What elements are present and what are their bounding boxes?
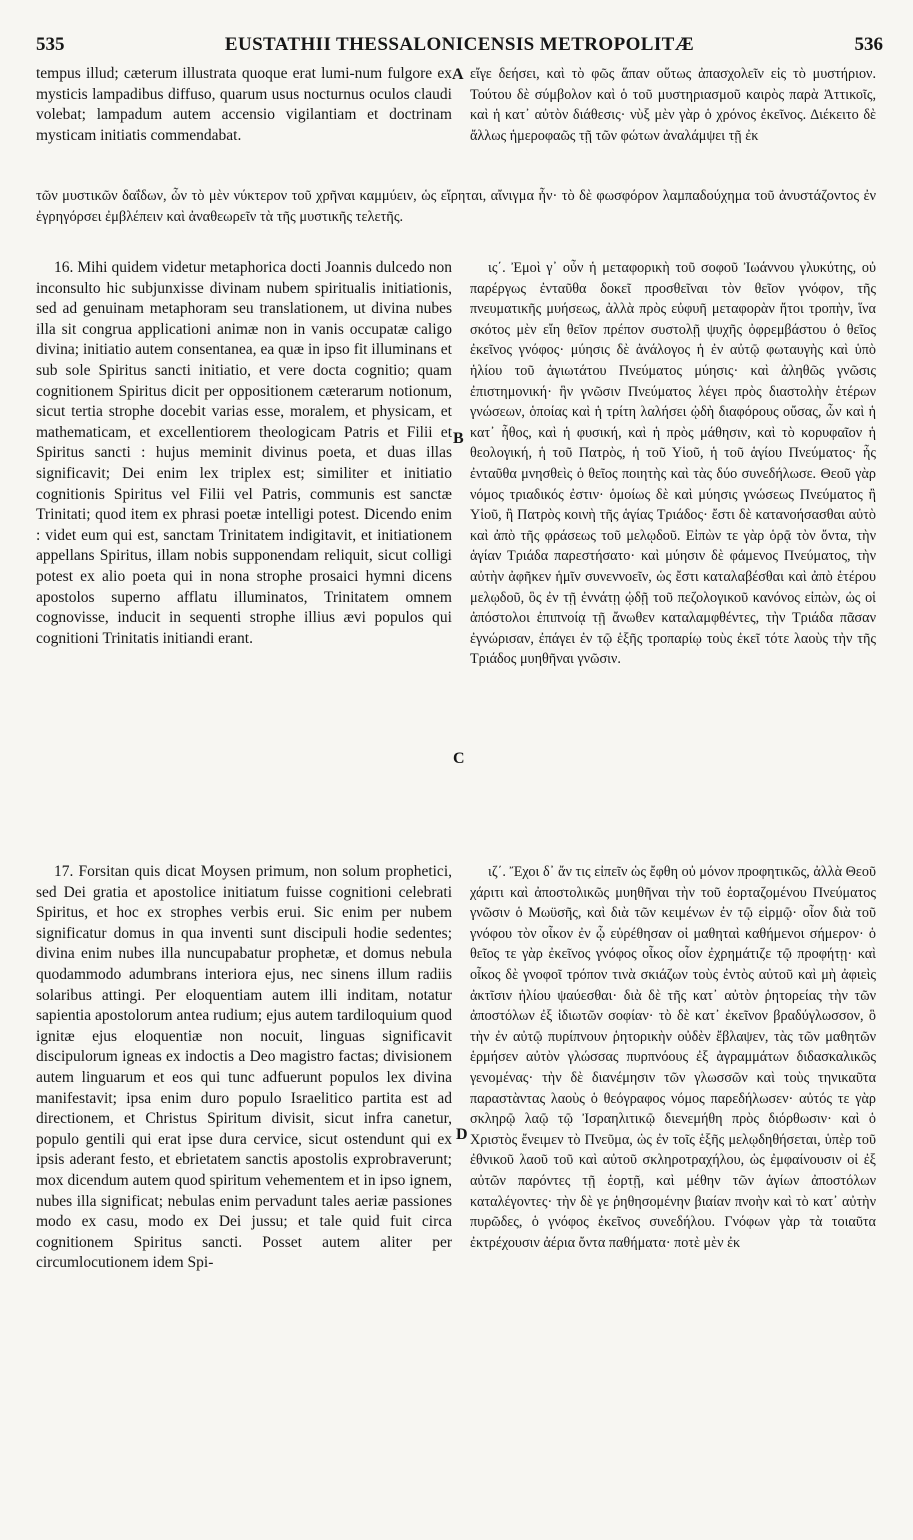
latin-column-section-17 bbox=[36, 862, 452, 1274]
greek-paragraph-16: ις΄. Ἐμοὶ γ᾿ οὖν ἡ μεταφορικὴ τοῦ σοφοῦ Ἰωάννου γλυκύτης, οὐ παρέργως ἐνταῦθα δοκεῖ προσθεῖναι τὸν θεῖον γνόφον, τῆς πνευματικῆς μυήσεως, ἀλλὰ πρὸς εὐφυῆ μεταφορὰν ἤτοι τροπὴν, ἵνα σκότος μὲν εἴη θεῖον πρέπον συστολῇ ψυχῆς ὀφρεμβάστου ὁ θεῖος ἐκεῖνος γνόφος· μύησις δὲ ἀνάλογος ἡ ἐν αὐτῷ φωταυγὴς καὶ ὑπὸ ἡλίου τοῦ ἁγιωτάτου Πνεύματος μύησις· καὶ ἀληθῶς γνῶσις ἐπιστημονική· ἣν γνῶσιν Πνεύματος λέγει πρὸς διαστολὴν ἑτέρων γνώσεων, ὁποίας καὶ ἡ τρίτη λαλήσει ᾠδὴ διαφόρους οὔσας, ὧν καὶ ἡ κατ᾿ ἦθος, καὶ ἡ φυσική, καὶ ἡ πρὸς μάθησιν, καὶ τὸ κορυφαῖον ἡ θεολογική, ἡ τοῦ Πατρὸς, ἡ τοῦ Υἱοῦ, ἡ τοῦ ἁγίου Πνεύματος· ἧς ἐνταῦθα μνησθεὶς ὁ θεῖος ποιητὴς καὶ τὰς δύο συνεδήλωσε. Θεοῦ γὰρ νόμος τριαδικός ἐστιν· ὁμοίως δὲ καὶ μύησις γνώσεως Πνεύματος ἢ Υἱοῦ, ἢ Πατρὸς κοινὴ τῆς ἁγίας Τριάδος· ἔστι δὲ κατανοήσασθαι αὐτὸ καὶ ἀπὸ τῆς φράσεως τοῦ μελῳδοῦ. Εἰπὼν τε γὰρ ὁρᾷ τὸν ὄντα, τὴν ἁγίαν Τριάδα παρεστήσατο· καὶ μύησιν δὲ φάμενος Πνεύματος, τὴν αὐτὴν ἀφῆκεν ἡμῖν συνεννοεῖν, ὡς ἔστι καταλαβέσθαι καὶ ἀπὸ ἑτέρου μελῳδοῦ, ὃς ἐν τῇ ἐννάτῃ ᾠδῇ τοῦ πεζολογικοῦ κανόνος εἰπὼν, ὡς οἱ ἀπόστολοι ἐπιπνοίᾳ τῇ ἄνωθεν καταλαμφθέντες, τὴν Τριάδα πᾶσαν ἐγνώρισαν, ἐπάγει ἐν τῷ ἑξῆς τροπαρίῳ τοὺς ἐκεῖ τότε λαοὺς τὴν τῆς Τριάδος μυηθῆναι γνῶσιν. bbox=[470, 260, 876, 668]
margin-marker-d: D bbox=[456, 1126, 468, 1143]
margin-marker-c: C bbox=[453, 750, 465, 767]
greek-column-top bbox=[470, 64, 876, 146]
latin-paragraph-intro: tempus illud; cæterum illustrata quoque erat lumi-num fulgore ex mysticis lampadibus diffuso, quarum usus nocturnus oculos claudi volebat; lampadum autem accensio vigilantiam et doctrinam mysticam initiatis commendabat. bbox=[36, 65, 452, 144]
running-header bbox=[36, 34, 883, 60]
latin-paragraph-17: 17. Forsitan quis dicat Moysen primum, non solum prophetici, sed Dei gratia et apostolice initiatum fuisse cognitioni celebrati Spiritus, et hoc ex strophes verbis erui. Sic enim per nubem significatur domus in qua inventi sunt discipuli hodie sedentes; divina enim nubes illa nuncupabatur prophetæ, et domus nebula quodammodo adumbrans interiora ejus, nec sinens illum radiis solaribus attingi. Per eloquentiam autem illi inditam, notatur sapientia apostolorum antea rudium; ejus autem tardiloquium quod ignitæ ejus eloquentiæ non nocuit, linguas significavit discipulorum igneas ex indoctis a Deo magistro factas; divisionem autem linguarum et eos qui tunc adfuerunt populos lex divina manifestavit; ipsa enim duro populo Israelitico partita est ad directionem, et Christus Spiritum divisit, sicut infra canetur, populo gentili qui erat ipse dura cervice, sicut ostendunt qui ex ipsis aderant festo, et ebrietatem sanctis apostolis exprobraverunt; mox dicendum autem quod spiritum vehementem et in ipso ignem, nubes illa significat; nebulas enim pervadunt tales aeriæ passiones modo ex casu, modo ex Dei jussu; et tale quid fuit circa cognitionem Spiritus sancti. Posset autem aliter per circumlocutionem idem Spi- bbox=[36, 863, 452, 1272]
running-title: EUSTATHII THESSALONICENSIS METROPOLITÆ bbox=[224, 34, 695, 55]
latin-column-section-16 bbox=[36, 258, 452, 649]
greek-column-section-17 bbox=[470, 862, 876, 1253]
margin-marker-b: B bbox=[453, 430, 464, 447]
page-number-left: 535 bbox=[36, 34, 65, 55]
greek-column-section-16 bbox=[470, 258, 876, 670]
margin-marker-a: A bbox=[452, 66, 464, 83]
greek-paragraph-17: ιζ΄. Ἔχοι δ᾿ ἄν τις εἰπεῖν ὡς ἔφθη οὐ μόνον προφητικῶς, ἀλλὰ Θεοῦ χάριτι καὶ ἀποστολικῶς μυηθῆναι τὴν τοῦ ἑορταζομένου Πνεύματος γνῶσιν ὁ Μωϋσῆς, καὶ διὰ τῶν κειμένων ἐν τῷ εἱρμῷ· οἶον διὰ τοῦ γνόφου τὸν οἶκον ἐν ᾧ εὑρέθησαν οἱ μαθηταὶ καθήμενοι σήμερον· ὁ θεῖος τε γὰρ ἐκεῖνος γνόφος οἶκος οἷον ἐχρημάτιζε τῷ προφήτῃ· καὶ οἶκος δὲ γνοφοῖ τρόπον τινὰ σκιάζων τοὺς ἐντὸς αὐτοῦ καὶ μὴ ἀφιεὶς ἀκτῖσιν ἡλίου ψαύεσθαι· διὰ δὲ τῆς κατ᾿ αὐτὸν ῥητορείας τὴν τῶν ἀποστόλων ἐξ ἰδιωτῶν σοφίαν· τὸ δὲ κατ᾿ ἐκεῖνον βραδύγλωσσον, ὃ τὴν ἐν αὐτῷ πυρίπνουν ῥητορικὴν οὐδὲν ἔβλαψεν, τὰς τῶν μαθητῶν ἑρμήσεν αὐτὸν γλώσσας πυρπνόους ἐξ ἀγραμμάτων διδασκαλικῶς γενομένας· τὴν δὲ διανέμησιν τῶν γλωσσῶν καὶ τοὺς τηνικαῦτα παραστὰντας λαοὺς ὁ θεόγραφος νόμος παρεδήλωσεν· αὐτός τε γὰρ σκληρῷ λαῷ τῷ Ἰσραηλιτικῷ διενεμήθη πρὸς διόρθωσιν· καὶ ὁ Χριστὸς ἔνειμεν τὸ Πνεῦμα, ὡς ἐν τοῖς ἑξῆς μελῳδηθήσεται, ὑπὲρ τοῦ ἐθνικοῦ λαοῦ τοῦ καὶ αὐτοῦ σκληροτραχήλου, ὡς ἐμφαίνουσιν οἱ ἐξ αὐτῶν παρόντες τῇ ἑορτῇ, καὶ μέθην τῶν ἁγίων ἀποστόλων καταλέγοντες· τὴν δὲ γε ῥηθησομένην βιαίαν πνοὴν καὶ τὸ κατ᾿ αὐτὴν πυρῶδες, ὁ γνόφος ἐκεῖνος συνεδήλου. Γνόφων γὰρ τὰ τοιαῦτα ἐκτρέχουσιν ἀέρια ὄντα παθήματα· ποτὲ μὲν ἐκ bbox=[470, 864, 876, 1251]
latin-column-top bbox=[36, 64, 452, 146]
greek-paragraph-intro: εἴγε δεήσει, καὶ τὸ φῶς ἅπαν οὕτως ἀπασχολεῖν εἰς τὸ μυστήριον. Τούτου δὲ σύμβολον καὶ ὁ τοῦ μυστηριασμοῦ καιρὸς παρὰ Ἀττικοῖς, καὶ ἡ κατ᾿ αὐτὸν διάθεσις· νὺξ μὲν γὰρ ὁ χρόνος ἐκεῖνος. Διέκειτο δὲ ἄλλως ἡμεροφαῶς τῇ τῶν φώτων ἀναλάμψει τῇ ἐκ bbox=[470, 66, 876, 144]
latin-paragraph-16: 16. Mihi quidem videtur metaphorica docti Joannis dulcedo non inconsulto hic subjunxisse divinam nubem spiritualis initiationis, sed ad genuinam metaphoram seu translationem, ut divina nubes illa sit congrua applicationi animæ non in vanis occupatæ caligo divina; initiatio autem consentanea, ea quæ in ipso fit illuminans et sub sole Spiritus sancti initiatio, et vere docta cognitio; quam cognitionem Spiritus dicit per oppositionem cæterarum notionum, sicut tertia strophe docebit varias esse, moralem, et physicam, et mathematicam, et excellentiorem theologicam Patris et Filii et Spiritus sancti : hujus meminit divinus poeta, et duas illas significavit; Dei enim lex triplex est; similiter et initiatio cognitionis Spiritus vel Filii vel Patris, communis est sanctæ Trinitati; quod item ex phrasi poetæ intelligi potest. Dicendo enim : videt eum qui est, sanctam Trinitatem indigitavit, et initiationem appellans Spiritus, illam nobis supponendam reliquit, sicut colligi potest ex alio poeta qui in nona strophe prosaici hymni dicens apostolos superno afflatu illuminatos, Trinitatem omnem cognovisse, inducit in sequenti strophe illius ævi populos qui cognitioni Trinitatis initiandi erant. bbox=[36, 259, 452, 647]
greek-fullwidth-block bbox=[36, 186, 876, 227]
greek-paragraph-fullwidth: τῶν μυστικῶν δαΐδων, ὧν τὸ μὲν νύκτερον τοῦ χρῆναι καμμύειν, ὡς εἴρηται, αἴνιγμα ἦν· τὸ δὲ φωσφόρον λαμπαδούχημα τοῦ ἀνυστάζοντος ἐν ἐγρηγόρσει ἐμβλέπειν καὶ ἀναθεωρεῖν τὰ τῆς μυστικῆς τελετῆς. bbox=[36, 188, 876, 225]
page-number-right: 536 bbox=[854, 34, 883, 55]
